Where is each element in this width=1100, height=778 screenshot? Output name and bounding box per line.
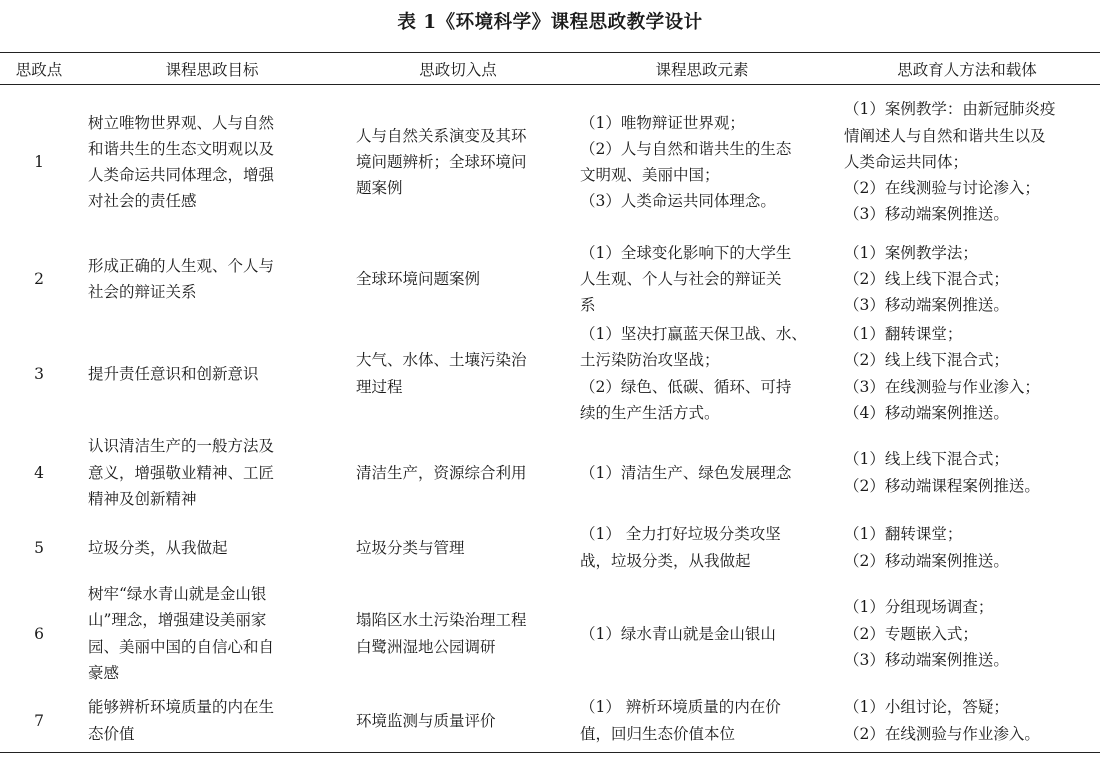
table-header — [0, 53, 1100, 85]
design-table-wrapper — [0, 52, 1100, 753]
methods-cell: （1）线上线下混合式； （2）移动端课程案例推送。 — [844, 450, 1040, 495]
goal-cell: 形成正确的人生观、个人与 社会的辩证关系 — [88, 257, 275, 302]
methods-cell: （1）翻转课堂； （2）线上线下混合式； （3）在线测验与作业渗入； （4）移动端案例推送。 — [844, 325, 1040, 422]
methods-cell: （1）分组现场调查； （2）专题嵌入式； （3）移动端案例推送。 — [844, 598, 1009, 669]
entry-cell: 环境监测与质量评价 — [346, 690, 570, 753]
entry-cell: 大气、水体、土壤污染治 理过程 — [356, 351, 527, 396]
table-title: 表 1《环境科学》课程思政教学设计 — [397, 12, 703, 33]
methods-cell: （1）翻转课堂； （2）移动端案例推送。 — [844, 525, 1009, 570]
methods-cell: （1）小组讨论，答疑； （2）在线测验与作业渗入。 — [834, 690, 1100, 753]
goal-cell: 垃圾分类，从我做起 — [88, 538, 228, 557]
header-row — [0, 53, 1100, 85]
elements-cell: （1）绿水青山就是金山银山 — [580, 624, 776, 643]
row-number: 1 — [34, 152, 44, 171]
entry-cell: 垃圾分类与管理 — [356, 538, 465, 557]
elements-cell: （1）清洁生产、绿色发展理念 — [580, 463, 792, 482]
header-goal: 课程思政目标 — [78, 53, 346, 85]
elements-cell: （1）唯物辩证世界观； （2）人与自然和谐共生的生态 文明观、美丽中国； （3）人类命运共同体理念。 — [580, 113, 792, 211]
goal-cell: 认识清洁生产的一般方法及 意义，增强敬业精神、工匠 精神及创新精神 — [88, 437, 275, 508]
table-body — [0, 85, 1100, 753]
row-number: 3 — [34, 364, 44, 383]
methods-cell: （1）案例教学法； （2）线上线下混合式； （3）移动端案例推送。 — [844, 244, 1009, 315]
header-entry: 思政切入点 — [346, 53, 570, 85]
elements-cell: （1）坚决打赢蓝天保卫战、水、 土污染防治攻坚战； （2）绿色、低碳、循环、可持 续的生产生活方式。 — [580, 325, 807, 422]
entry-cell: 清洁生产，资源综合利用 — [356, 463, 527, 482]
table-row — [0, 518, 1100, 578]
row-number: 7 — [0, 690, 78, 753]
goal-cell: 提升责任意识和创新意识 — [88, 364, 259, 383]
header-methods: 思政育人方法和载体 — [834, 53, 1100, 85]
elements-cell: （1）全球变化影响下的大学生 人生观、个人与社会的辩证关 系 — [580, 244, 792, 315]
table-row — [0, 85, 1100, 240]
row-number: 4 — [34, 463, 44, 482]
table-row — [0, 690, 1100, 753]
table-row — [0, 320, 1100, 428]
elements-cell: （1） 全力打好垃圾分类攻坚 战，垃圾分类，从我做起 — [580, 525, 781, 570]
row-number: 6 — [34, 624, 44, 643]
entry-cell: 全球环境问题案例 — [356, 270, 481, 289]
entry-cell: 塌陷区水土污染治理工程 白鹭洲湿地公园调研 — [356, 611, 527, 656]
methods-cell: （1）案例教学：由新冠肺炎疫 情阐述人与自然和谐共生以及 人类命运共同体； （2）在线测验与讨论渗入； （3）移动端案例推送。 — [844, 100, 1056, 224]
course-design-table — [0, 52, 1100, 753]
entry-cell: 人与自然关系演变及其环 境问题辨析；全球环境问 题案例 — [356, 126, 527, 198]
elements-cell: （1） 辨析环境质量的内在价 值，回归生态价值本位 — [570, 690, 834, 753]
row-number: 5 — [34, 538, 44, 557]
header-point: 思政点 — [0, 53, 78, 85]
table-row — [0, 428, 1100, 518]
goal-cell: 能够辨析环境质量的内在生 态价值 — [78, 690, 346, 753]
table-row — [0, 239, 1100, 320]
goal-cell: 树立唯物世界观、人与自然 和谐共生的生态文明观以及 人类命运共同体理念，增强 对社会的责任感 — [88, 113, 275, 211]
goal-cell: 树牢“绿水青山就是金山银 山”理念，增强建设美丽家 园、美丽中国的自信心和自 豪感 — [88, 585, 275, 682]
table-row — [0, 578, 1100, 690]
header-elements: 课程思政元素 — [570, 53, 834, 85]
row-number: 2 — [34, 270, 44, 289]
